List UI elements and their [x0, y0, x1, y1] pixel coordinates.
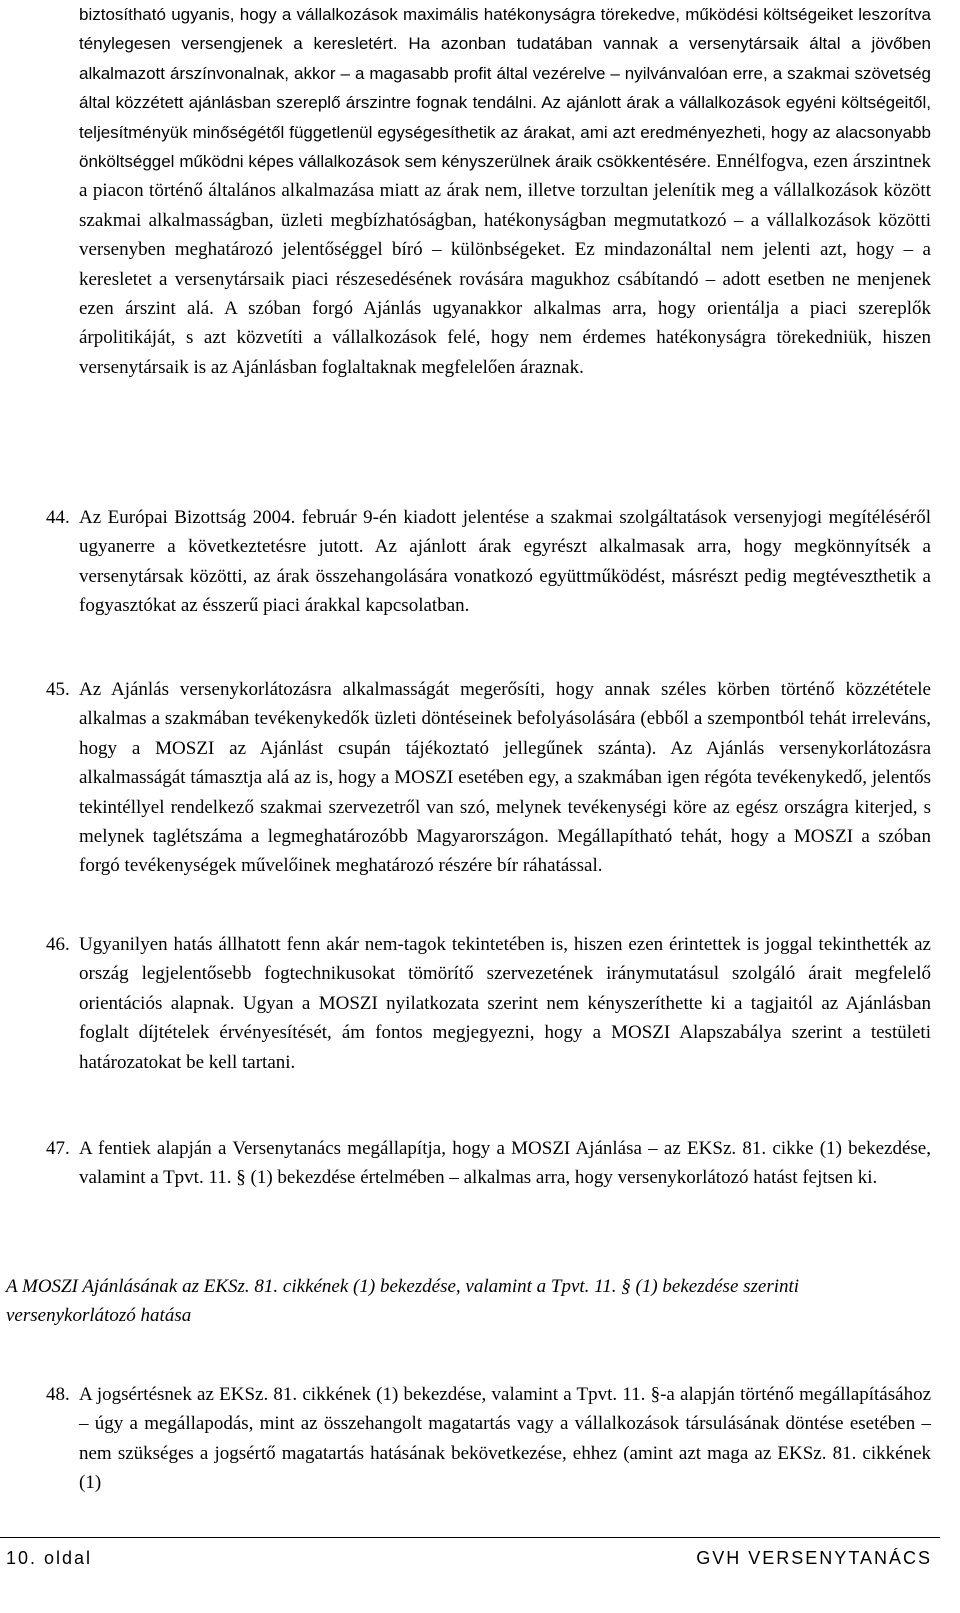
paragraph-43-sans-part-b: Az ajánlott árak a vállalkozások egyéni költségeitől, teljesítményük minőségétől függetlenül egységesíthetik az árakat, ami azt eredményezheti, hogy az alacsonyabb önköltséggel működni képes vállalkozások sem kényszerülnek áraik csökkentésére. — [79, 93, 931, 172]
paragraph-46-number: 46. — [46, 934, 70, 955]
paragraph-43-continued — [79, 0, 931, 382]
paragraph-44 — [46, 503, 931, 621]
paragraph-48-text: A jogsértésnek az EKSz. 81. cikkének (1) bekezdése, valamint a Tpvt. 11. §-a alapján történő megállapításához – úgy a megállapodás, mint az összehangolt magatartás vagy a vállalkozások társulásának döntése esetében – nem szükséges a jogsértő magatartás hatásának bekövetkezése, ehhez (amint azt maga az EKSz. 81. cikkének (1) — [79, 1384, 931, 1494]
paragraph-46 — [46, 930, 931, 1077]
paragraph-44-text: Az Európai Bizottság 2004. február 9-én kiadott jelentése a szakmai szolgáltatások versenyjogi megítéléséről ugyanerre a következtetésre jutott. Az ajánlott árak egyrészt alkalmasak arra, hogy megkönnyítsék a versenytársak közötti, az árak összehangolására vonatkozó együttműködést, másrészt pedig megtéveszthetik a fogyasztókat az ésszerű piaci árakkal kapcsolatban. — [79, 507, 931, 617]
paragraph-44-number: 44. — [46, 507, 70, 528]
paragraph-48-number: 48. — [46, 1384, 70, 1405]
paragraph-45 — [46, 675, 931, 881]
paragraph-43-sans-part: biztosítható ugyanis, hogy a vállalkozások maximális hatékonyságra törekedve, működési költségeiket leszorítva ténylegesen versengjenek a keresletért. Ha azonban tudatában vannak a versenytársaik által a jövőben alkalmazott árszínvonalnak, akkor – a magasabb profit által vezérelve – nyilvánvalóan erre, a szakmai szövetség által közzétett ajánlásban szereplő árszintre fognak tendálni. — [79, 5, 931, 113]
paragraph-47-text: A fentiek alapján a Versenytanács megállapítja, hogy a MOSZI Ajánlása – az EKSz. 81. cikke (1) bekezdése, valamint a Tpvt. 11. § (1) bekezdése értelmében – alkalmas arra, hogy versenykorlátozó hatást fejtsen ki. — [79, 1138, 931, 1189]
footer-page-number: 10. oldal — [6, 1548, 93, 1568]
paragraph-46-text: Ugyanilyen hatás állhatott fenn akár nem-tagok tekintetében is, hiszen ezen érintettek is joggal tekinthették az ország legjelentősebb fogtechnikusokat tömörítő szervezetének iránymutatásul szolgáló árait megfelelő orientációs alapnak. Ugyan a MOSZI nyilatkozata szerint nem kényszeríthette ki a tagjaitól az Ajánlásban foglalt díjtételek érvényesítését, ám fontos megjegyezni, hogy a MOSZI Alapszabálya szerint a testületi határozatokat be kell tartani. — [79, 934, 931, 1073]
footer-organization: GVH VERSENYTANÁCS — [696, 1548, 932, 1568]
paragraph-45-text: Az Ajánlás versenykorlátozásra alkalmasságát megerősíti, hogy annak széles körben történő közzététele alkalmas a szakmában tevékenykedők üzleti döntéseinek befolyásolására (ebből a szempontból tehát irreleváns, hogy a MOSZI az Ajánlást csupán tájékoztató jellegűnek szánta). Az Ajánlás versenykorlátozásra alkalmasságát támasztja alá az is, hogy a MOSZI esetében egy, a szakmában igen régóta tevékenykedő, jelentős tekintéllyel rendelkező szakmai szervezetről van szó, melynek tevékenységi köre az egész országra kiterjed, s melynek taglétszáma a legmeghatározóbb Magyarországon. Megállapítható tehát, hogy a MOSZI a szóban forgó tevékenységek művelőinek meghatározó részére bír ráhatással. — [79, 679, 931, 877]
paragraph-43-serif-part: Ennélfogva, ezen árszintnek a piacon történő általános alkalmazása miatt az árak nem, illetve torzultan jelenítik meg a vállalkozások között szakmai alkalmasságban, üzleti megbízhatóságban, hatékonyságban megmutatkozó – a vállalkozások közötti versenyben meghatározó jelentőséggel bíró – különbségeket. Ez mindazonáltal nem jelenti azt, hogy – a keresletet a versenytársaik piaci részesedésének rovására magukhoz csábítandó – adott esetben ne menjenek ezen árszint alá. A szóban forgó Ajánlás ugyanakkor alkalmas arra, hogy orientálja a piaci szereplők árpolitikáját, s azt közvetíti a vállalkozások felé, hogy nem érdemes hatékonyságra törekedniük, hiszen versenytársaik is az Ajánlásban foglaltaknak megfelelően áraznak. — [79, 151, 931, 378]
paragraph-47 — [46, 1134, 931, 1193]
paragraph-47-number: 47. — [46, 1138, 70, 1159]
section-heading: A MOSZI Ajánlásának az EKSz. 81. cikkének (1) bekezdése, valamint a Tpvt. 11. § (1) bekezdése szerinti versenykorlátozó hatása — [6, 1276, 800, 1327]
paragraph-48 — [46, 1380, 931, 1498]
paragraph-45-number: 45. — [46, 679, 70, 700]
footer-divider — [0, 1537, 940, 1538]
